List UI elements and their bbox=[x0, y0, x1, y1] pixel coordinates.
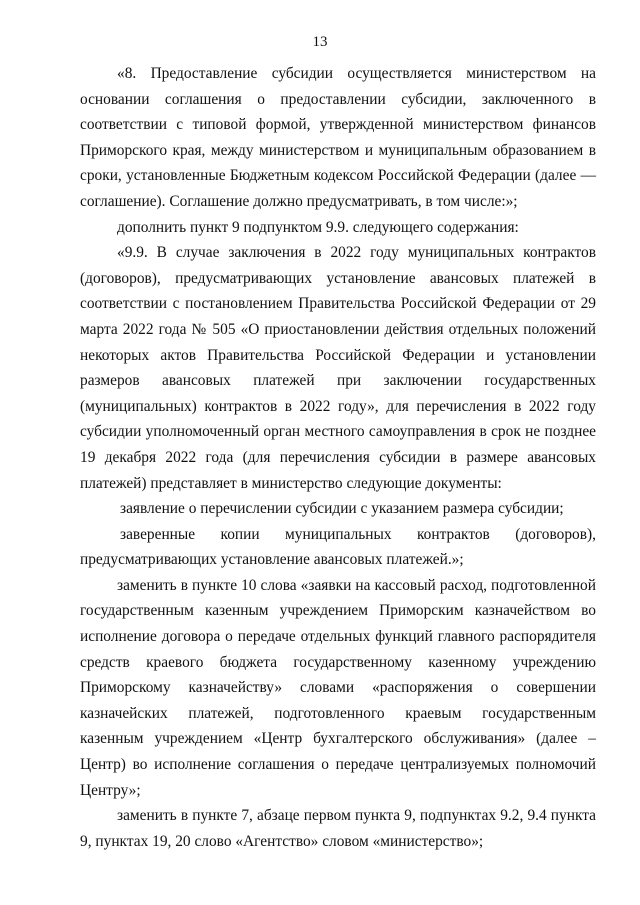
paragraph-document-application: заявление о перечислении субсидии с указанием размера субсидии; bbox=[120, 500, 564, 518]
paragraph-item-8: «8. Предоставление субсидии осуществляется министерством на основании соглашения о предоставлении субсидии, заключенного в соответствии с типовой формой, утвержденной министерством финансов Приморского края, между министерством и муниципальным образованием в сроки, установленные Бюджетным кодексом Российской Федерации (далее — соглашение). Соглашение должно предусматривать, в том числе:»; bbox=[80, 65, 596, 210]
paragraph-amend-point-10: заменить в пункте 10 слова «заявки на кассовый расход, подготовленной государственным казенным учреждением Приморским казначейством во исполнение договора о передаче отдельных функций главного распорядителя средств краевого бюджета государственному казенному учреждению Приморскому казначейству» словами «распоряжения о совершении казначейских платежей, подготовленного краевым государственным казенным учреждением «Центр бухгалтерского обслуживания» (далее – Центр) во исполнение соглашения о передаче централизуемых полномочий Центру»; bbox=[80, 576, 596, 799]
paragraph-amend-agency-word: заменить в пункте 7, абзаце первом пункта 9, подпунктах 9.2, 9.4 пункта 9, пунктах 19, 20 слово «Агентство» словом «министерство»; bbox=[80, 807, 596, 850]
paragraph-document-contracts: заверенные копии муниципальных контрактов (договоров), предусматривающих установление авансовых платежей.»; bbox=[80, 525, 596, 569]
page-number: 13 bbox=[312, 34, 328, 50]
paragraph-subpoint-9-9: «9.9. В случае заключения в 2022 году муниципальных контрактов (договоров), предусматривающих установление авансовых платежей в соответствии с постановлением Правительства Российской Федерации от 29 марта 2022 года № 505 «О приостановлении действия отдельных положений некоторых актов Правительства Российской Федерации и установлении размеров авансовых платежей при заключении государственных (муниципальных) контрактов в 2022 году», для перечисления в 2022 году субсидии уполномоченный орган местного самоуправления в срок не позднее 19 декабря 2022 года (для перечисления субсидии в размере авансовых платежей) представляет в министерство следующие документы: bbox=[80, 244, 596, 492]
paragraph-amend-point-9: дополнить пункт 9 подпунктом 9.9. следующего содержания: bbox=[117, 218, 519, 236]
document-body bbox=[80, 61, 596, 854]
